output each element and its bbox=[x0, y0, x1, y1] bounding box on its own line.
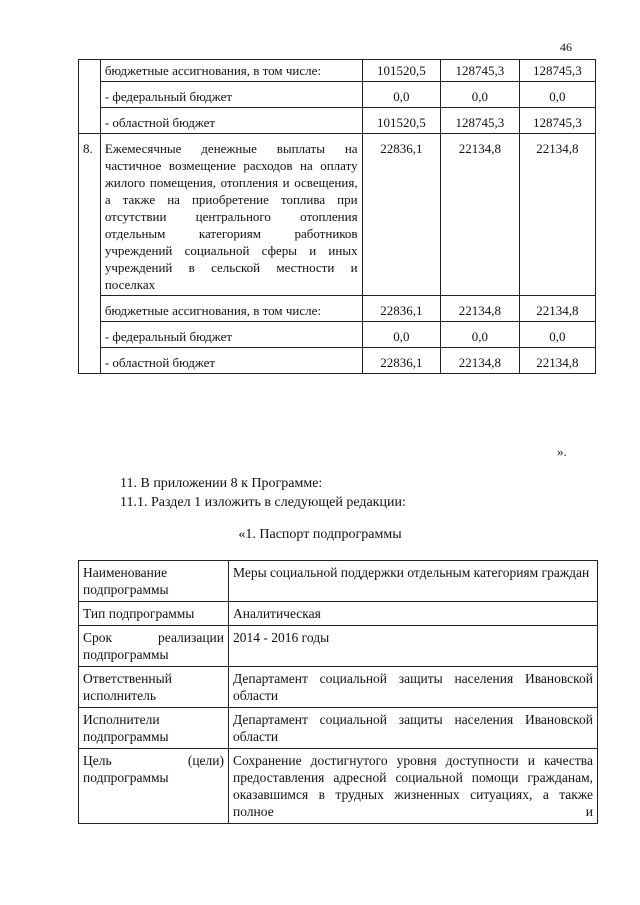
table-row bbox=[79, 322, 596, 348]
row-label-cell: - областной бюджет bbox=[100, 108, 362, 134]
row-label-cell: - федеральный бюджет bbox=[100, 322, 362, 348]
value-cell: 128745,3 bbox=[519, 60, 595, 82]
value-cell: 0,0 bbox=[362, 82, 441, 108]
value-cell: 22134,8 bbox=[519, 134, 595, 296]
table-row bbox=[79, 60, 596, 82]
value-cell: 0,0 bbox=[441, 82, 520, 108]
table-row bbox=[79, 708, 598, 749]
table-row bbox=[79, 626, 598, 667]
closing-quote: ». bbox=[557, 444, 567, 459]
value-cell: 0,0 bbox=[519, 322, 595, 348]
value-cell: 22134,8 bbox=[519, 296, 595, 322]
value-cell: 22134,8 bbox=[519, 348, 595, 374]
paragraph-1: 11. В приложении 8 к Программе: bbox=[120, 476, 323, 491]
passport-label-cell: Ответственный исполнитель bbox=[79, 667, 229, 708]
passport-value-cell: Сохранение достигнутого уровня доступности и качества предоставления адресной социальной помощи гражданам, оказавшимся в трудных жизненных ситуациях, а также полное и bbox=[229, 749, 598, 824]
value-cell: 128745,3 bbox=[519, 108, 595, 134]
table-row bbox=[79, 134, 596, 296]
value-cell: 128745,3 bbox=[441, 108, 520, 134]
table-row bbox=[79, 749, 598, 824]
row-number-cell bbox=[79, 60, 101, 134]
passport-table bbox=[78, 560, 598, 824]
passport-label-cell: Исполнители подпрограммы bbox=[79, 708, 229, 749]
value-cell: 22836,1 bbox=[362, 134, 441, 296]
row-label-cell: бюджетные ассигнования, в том числе: bbox=[100, 296, 362, 322]
passport-label-cell: Наименование подпрограммы bbox=[79, 561, 229, 602]
passport-value-cell: 2014 - 2016 годы bbox=[229, 626, 598, 667]
value-cell: 22134,8 bbox=[441, 348, 520, 374]
value-cell: 0,0 bbox=[362, 322, 441, 348]
budget-table bbox=[78, 59, 596, 374]
table-row bbox=[79, 82, 596, 108]
passport-label-cell: Срок реализации подпрограммы bbox=[79, 626, 229, 667]
passport-value-cell: Аналитическая bbox=[229, 602, 598, 626]
paragraph-2: 11.1. Раздел 1 изложить в следующей редакции: bbox=[120, 495, 406, 510]
table-row bbox=[79, 108, 596, 134]
passport-label-cell: Тип подпрограммы bbox=[79, 602, 229, 626]
value-cell: 128745,3 bbox=[441, 60, 520, 82]
table-row bbox=[79, 667, 598, 708]
table-row bbox=[79, 296, 596, 322]
row-label-cell: - областной бюджет bbox=[100, 348, 362, 374]
passport-label-cell: Цель (цели) подпрограммы bbox=[79, 749, 229, 824]
value-cell: 101520,5 bbox=[362, 108, 441, 134]
value-cell: 101520,5 bbox=[362, 60, 441, 82]
value-cell: 22134,8 bbox=[441, 296, 520, 322]
row-label-cell: бюджетные ассигнования, в том числе: bbox=[100, 60, 362, 82]
section-heading: «1. Паспорт подпрограммы bbox=[238, 527, 402, 542]
passport-value-cell: Департамент социальной защиты населения Ивановской области bbox=[229, 667, 598, 708]
row-number-cell: 8. bbox=[79, 134, 101, 374]
value-cell: 0,0 bbox=[519, 82, 595, 108]
value-cell: 22134,8 bbox=[441, 134, 520, 296]
value-cell: 22836,1 bbox=[362, 348, 441, 374]
table-row bbox=[79, 561, 598, 602]
passport-value-cell: Департамент социальной защиты населения Ивановской области bbox=[229, 708, 598, 749]
page-number: 46 bbox=[560, 40, 572, 54]
value-cell: 0,0 bbox=[441, 322, 520, 348]
row-label-cell: - федеральный бюджет bbox=[100, 82, 362, 108]
row-label-cell: Ежемесячные денежные выплаты на частичное возмещение расходов на оплату жилого помещения, отопления и освещения, а также на приобретение топлива при отсутствии центрального отопления отдельным категориям работников учреждений социальной сферы и иных учреждений в сельской местности и поселках bbox=[100, 134, 362, 296]
table-row bbox=[79, 348, 596, 374]
table-row bbox=[79, 602, 598, 626]
passport-value-cell: Меры социальной поддержки отдельным категориям граждан bbox=[229, 561, 598, 602]
value-cell: 22836,1 bbox=[362, 296, 441, 322]
